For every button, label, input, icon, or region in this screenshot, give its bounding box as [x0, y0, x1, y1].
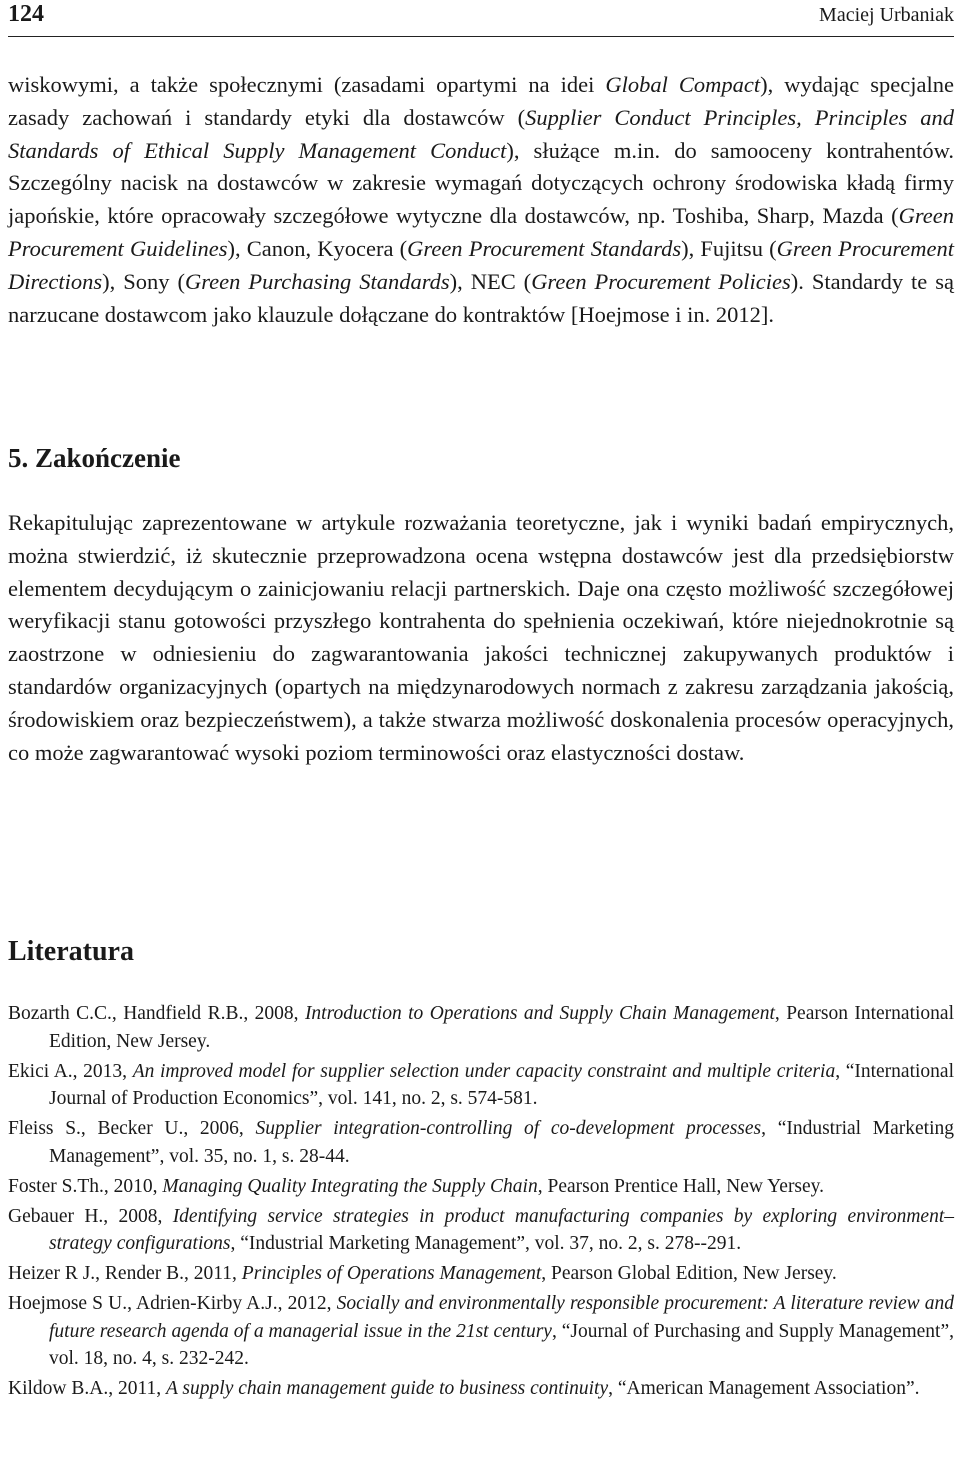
reference-authors: Kildow B.A., 2011,	[8, 1378, 166, 1399]
reference-authors: Bozarth C.C., Handfield R.B., 2008,	[8, 1003, 305, 1024]
reference-authors: Heizer R J., Render B., 2011,	[8, 1263, 242, 1284]
reference-title: An improved model for supplier selection under capacity constraint and multiple criteria	[132, 1060, 836, 1082]
body-paragraph-1	[8, 69, 954, 331]
reference-title: Introduction to Operations and Supply Chain Management	[304, 1003, 775, 1024]
reference-authors: Fleiss S., Becker U., 2006,	[8, 1118, 256, 1139]
reference-authors: Ekici A., 2013,	[8, 1060, 133, 1082]
reference-details: , “Journal of Purchasing and Supply Management”, vol. 18, no. 4, s. 232-242.	[49, 1320, 954, 1369]
reference-title: A supply chain management guide to business continuity	[166, 1378, 609, 1399]
italic-term: Green Procurement Directions	[8, 235, 954, 294]
reference-details: , “American Management Association”.	[608, 1378, 920, 1399]
reference-item	[8, 1173, 954, 1201]
reference-title: Managing Quality Integrating the Supply Chain	[162, 1175, 538, 1197]
reference-details: , Pearson Global Edition, New Jersey.	[541, 1263, 837, 1284]
reference-item	[8, 1375, 954, 1403]
text-run: ), wydając specjalne zasady zachowań i standardy etyki dla dostawców (	[8, 72, 954, 130]
reference-title: Supplier integration-controlling of co-development processes	[255, 1118, 762, 1139]
reference-item	[8, 1115, 954, 1170]
reference-item	[8, 1058, 954, 1113]
section-heading-conclusion: 5. Zakończenie	[8, 443, 181, 473]
text-run: ). Standardy te są narzucane dostawcom jako klauzule dołączane do kontraktów [Hoejmose i in. 2012].	[8, 268, 954, 327]
reference-item	[8, 1260, 954, 1288]
text-run: ), Canon, Kyocera (	[227, 235, 408, 261]
running-header-author: Maciej Urbaniak	[819, 4, 954, 26]
section-heading-literature: Literatura	[8, 936, 134, 967]
italic-term: Global Compact	[605, 72, 761, 97]
running-header	[8, 0, 954, 37]
reference-item	[8, 1203, 954, 1258]
reference-authors: Hoejmose S U., Adrien-Kirby A.J., 2012,	[8, 1293, 337, 1314]
italic-term: Supplier Conduct Principles, Principles and Standards of Ethical Supply Management Conduct	[8, 104, 954, 163]
reference-item	[8, 1290, 954, 1373]
reference-item	[8, 1000, 954, 1055]
italic-term: Green Purchasing Standards	[184, 268, 450, 294]
italic-term: Green Procurement Standards	[407, 235, 682, 261]
reference-title: Socially and environmentally responsible procurement: A literature review and future research agenda of a managerial issue in the 21st century	[49, 1293, 955, 1342]
body-paragraph-conclusion: Rekapitulując zaprezentowane w artykule rozważania teoretyczne, jak i wyniki badań empirycznych, można stwierdzić, iż skutecznie przeprowadzona ocena wstępna dostawców jest dla przedsiębiorstw elementem decydującym o zainicjowaniu relacji partnerskich. Daje ona często możliwość szczegółowej weryfikacji stanu gotowości przyszłego kontrahenta do spełnienia oczekiwań, które niejednokrotnie są zaostrzone w odniesieniu do zagwarantowania jakości technicznej zakupywanych produktów i standardów organizacyjnych (opartych na międzynarodowych normach z zakresu zarządzania jakością, środowiskiem oraz bezpieczeństwem), a także stwarza możliwość doskonalenia procesów operacyjnych, co może zagwarantować wysoki poziom terminowości oraz elastyczności dostaw.	[8, 510, 954, 765]
text-run: ), Fujitsu (	[681, 235, 777, 261]
reference-details: , Pearson International Edition, New Jersey.	[49, 1003, 954, 1052]
reference-authors: Gebauer H., 2008,	[8, 1205, 173, 1227]
reference-authors: Foster S.Th., 2010,	[8, 1175, 163, 1197]
reference-details: , “International Journal of Production Economics”, vol. 141, no. 2, s. 574-581.	[49, 1060, 954, 1109]
reference-title: Identifying service strategies in product manufacturing companies by exploring environment– strategy configurations	[49, 1205, 954, 1254]
text-run: wiskowymi, a także społecznymi (zasadami opartymi na idei	[8, 72, 606, 97]
text-run: ), Sony (	[102, 268, 185, 294]
italic-term: Green Procurement Policies	[531, 268, 791, 294]
text-run: ), służące m.in. do samooceny kontrahentów. Szczególny nacisk na dostawców w zakresie wymagań dotyczących ochrony środowiska kładą firmy japońskie, które opracowały szczegółowe wytyczne dla dostawców, np. Toshiba, Sharp, Mazda (	[8, 137, 954, 229]
italic-term: Green Procurement Guidelines	[8, 203, 954, 261]
reference-list	[8, 1000, 954, 1405]
reference-title: Principles of Operations Management	[241, 1263, 542, 1284]
reference-details: , “Industrial Marketing Management”, vol. 37, no. 2, s. 278--291.	[230, 1233, 742, 1254]
reference-details: , “Industrial Marketing Management”, vol. 35, no. 1, s. 28-44.	[49, 1118, 954, 1167]
reference-details: , Pearson Prentice Hall, New Yersey.	[537, 1175, 825, 1197]
text-run: ), NEC (	[449, 268, 532, 294]
page-number: 124	[8, 1, 44, 27]
